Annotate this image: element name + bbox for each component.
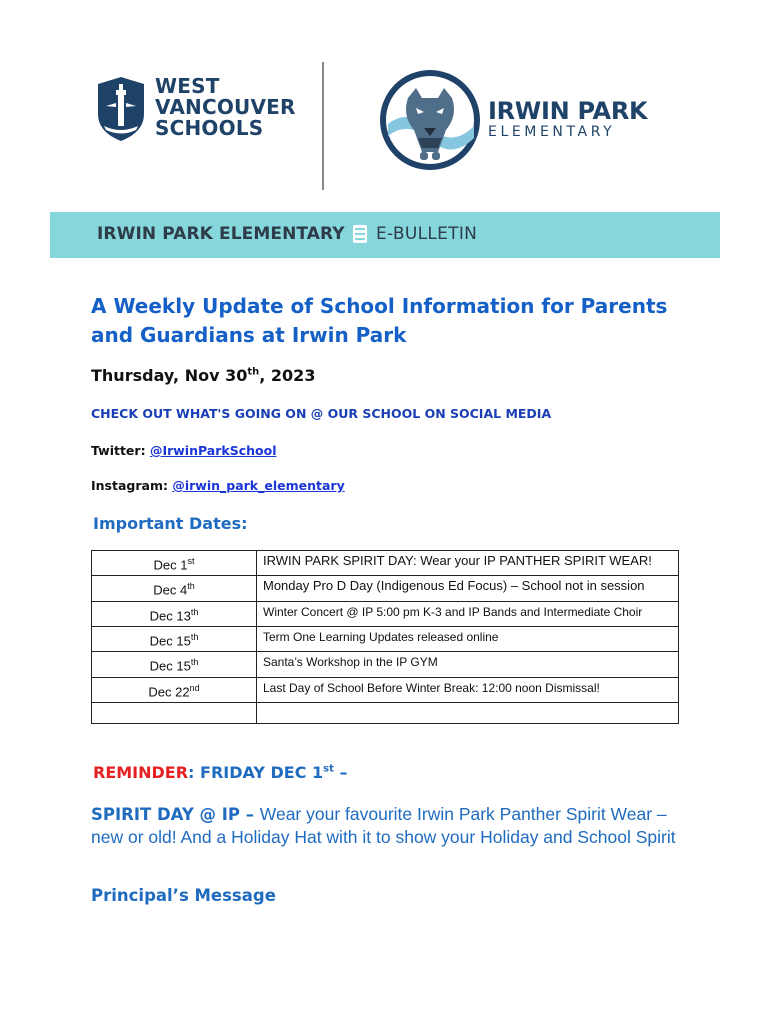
- event-cell: Term One Learning Updates released online: [257, 626, 679, 651]
- date-cell: Dec 15th: [92, 652, 257, 677]
- table-row: [92, 626, 679, 651]
- event-cell: [257, 702, 679, 723]
- spirit-day-paragraph: SPIRIT DAY @ IP – Wear your favourite Irwin Park Panther Spirit Wear – new or old! And a Holiday Hat with it to show your Holiday and School Spirit: [91, 804, 676, 847]
- school-subtitle: ELEMENTARY: [488, 124, 616, 140]
- twitter-line: Twitter: @IrwinParkSchool: [91, 443, 277, 458]
- date-cell: Dec 15th: [92, 626, 257, 651]
- event-cell: Santa’s Workshop in the IP GYM: [257, 652, 679, 677]
- table-row-empty: [92, 702, 679, 723]
- west-vancouver-schools-shield-logo: [96, 76, 146, 142]
- date-cell: Dec 13th: [92, 601, 257, 626]
- important-dates-heading: Important Dates:: [93, 514, 248, 533]
- district-name: WEST VANCOUVER SCHOOLS: [155, 74, 296, 140]
- school-name: IRWIN PARK: [488, 97, 648, 125]
- table-row: [92, 677, 679, 702]
- instagram-link[interactable]: @irwin_park_elementary: [172, 478, 345, 493]
- twitter-link[interactable]: @IrwinParkSchool: [149, 443, 277, 458]
- event-cell: Winter Concert @ IP 5:00 pm K-3 and IP Bands and Intermediate Choir: [257, 601, 679, 626]
- table-row: [92, 576, 679, 601]
- principal-message-heading: Principal’s Message: [91, 886, 276, 905]
- table-row: [92, 652, 679, 677]
- date-cell: [92, 702, 257, 723]
- table-row: [92, 601, 679, 626]
- date-cell: Dec 22nd: [92, 677, 257, 702]
- event-cell: Monday Pro D Day (Indigenous Ed Focus) – School not in session: [257, 576, 679, 601]
- document-icon: [353, 225, 367, 243]
- banner-title: IRWIN PARK ELEMENTARY: [97, 224, 345, 244]
- header-divider: [322, 62, 324, 190]
- event-cell: IRWIN PARK SPIRIT DAY: Wear your IP PANTHER SPIRIT WEAR!: [257, 551, 679, 576]
- important-dates-table: [91, 550, 679, 724]
- date-cell: Dec 1st: [92, 551, 257, 576]
- instagram-line: Instagram: @irwin_park_elementary: [91, 478, 345, 493]
- event-cell: Last Day of School Before Winter Break: 12:00 noon Dismissal!: [257, 677, 679, 702]
- social-media-heading: CHECK OUT WHAT'S GOING ON @ OUR SCHOOL ON SOCIAL MEDIA: [91, 406, 552, 421]
- banner-subtitle: E-BULLETIN: [376, 224, 478, 244]
- page-headline: A Weekly Update of School Information for Parents and Guardians at Irwin Park: [91, 294, 668, 347]
- reminder-heading: REMINDER: FRIDAY DEC 1st –: [93, 763, 348, 782]
- bulletin-date: Thursday, Nov 30th, 2023: [91, 366, 316, 385]
- table-row: [92, 551, 679, 576]
- panther-logo: [378, 68, 482, 172]
- date-cell: Dec 4th: [92, 576, 257, 601]
